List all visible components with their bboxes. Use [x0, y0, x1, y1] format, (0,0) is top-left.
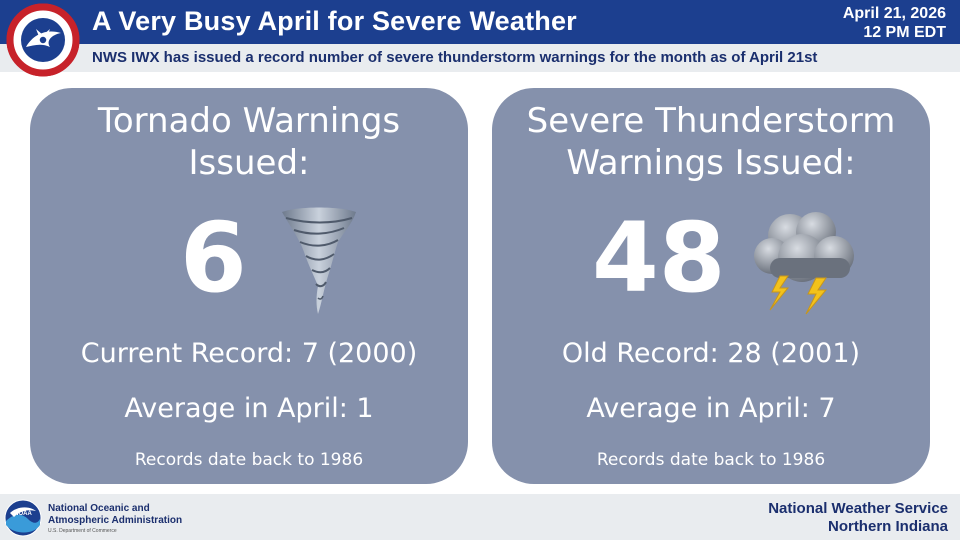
thunderstorm-title-line2: Warnings Issued:: [566, 143, 856, 183]
tornado-title-line2: Issued:: [188, 143, 310, 183]
tornado-count: 6: [180, 202, 247, 314]
thunderstorm-old-record: Old Record: 28 (2001): [561, 338, 861, 369]
noaa-name-line2: Atmospheric Administration: [48, 515, 183, 526]
thunderstorm-records-note: Records date back to 1986: [596, 450, 826, 470]
thunderstorm-april-average: Average in April: 7: [586, 393, 836, 424]
tornado-title-line1: Tornado Warnings: [97, 101, 401, 141]
tornado-current-record: Current Record: 7 (2000): [80, 338, 418, 369]
tornado-april-average: Average in April: 1: [124, 393, 374, 424]
thunderstorm-count: 48: [592, 202, 726, 314]
thunderstorm-title-line1: Severe Thunderstorm: [526, 101, 896, 141]
noaa-department: U.S. Department of Commerce: [48, 528, 117, 534]
noaa-name-line1: National Oceanic and: [48, 503, 150, 514]
tornado-icon: [278, 206, 360, 318]
issued-date: April 21, 2026: [842, 5, 946, 22]
tornado-warnings-panel: [30, 88, 468, 484]
office-name: [768, 500, 948, 536]
nws-logo-icon: [6, 3, 80, 77]
thunderstorm-warnings-panel: [492, 88, 930, 484]
page-subtitle: NWS IWX has issued a record number of severe thunderstorm warnings for the month as of April 21st: [92, 49, 818, 66]
noaa-logo-icon: [4, 499, 42, 537]
issued-time: 12 PM EDT: [863, 24, 946, 41]
office-name-line2: Northern Indiana: [827, 518, 948, 535]
tornado-records-note: Records date back to 1986: [134, 450, 364, 470]
thunderstorm-icon: [750, 206, 860, 318]
page-title: A Very Busy April for Severe Weather: [92, 6, 577, 36]
svg-text:NOAA: NOAA: [14, 511, 32, 517]
noaa-name: [48, 503, 182, 527]
office-name-line1: National Weather Service: [768, 500, 948, 517]
issued-datetime: [843, 4, 946, 42]
